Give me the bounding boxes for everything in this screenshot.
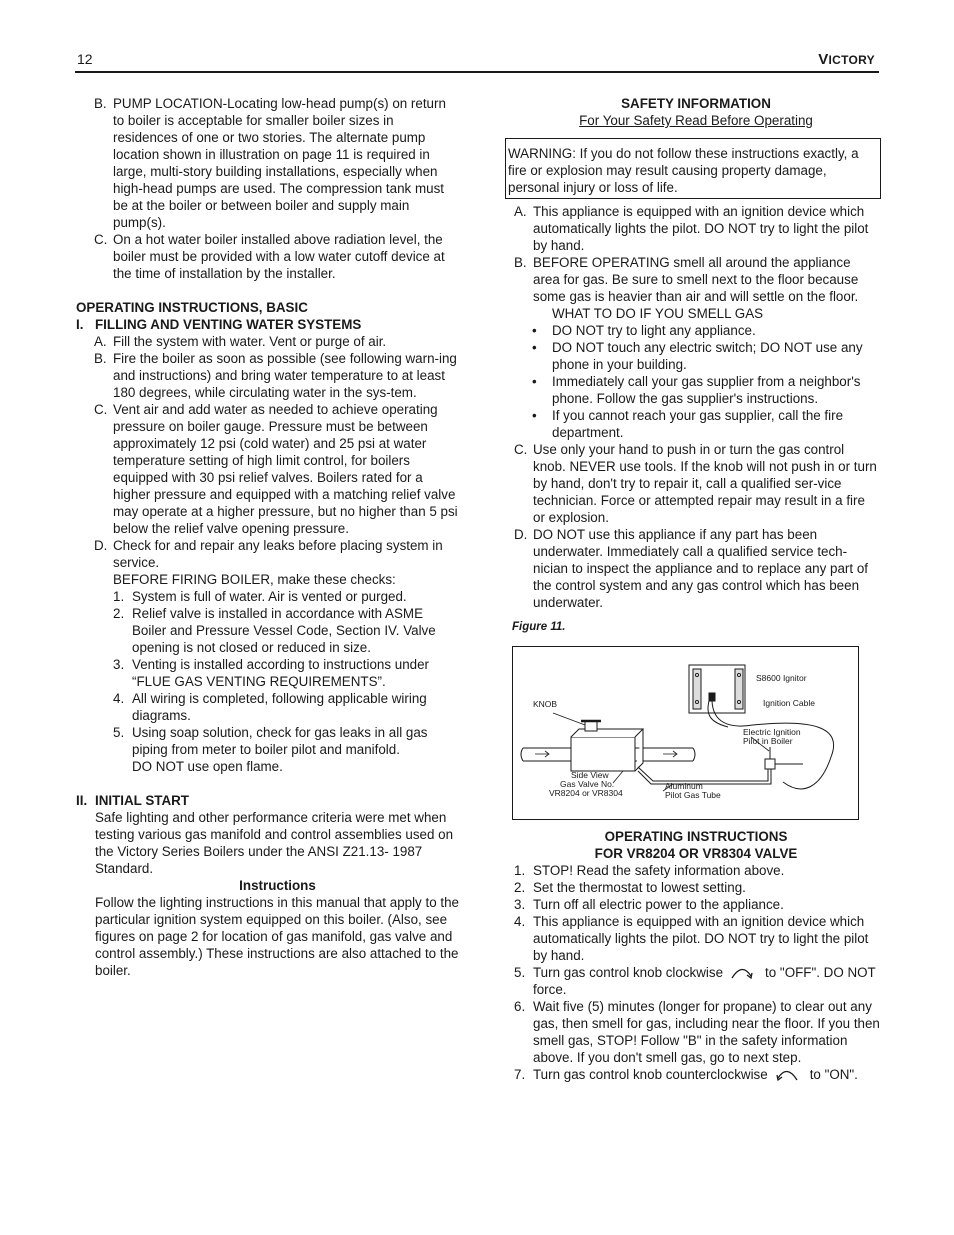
step-label: 7. — [514, 1067, 526, 1082]
item-text: This appliance is equipped with an ignition device which automatically lights the pilot. DO NOT try to light the pilot by hand. — [533, 204, 869, 253]
safety-subheading: For Your Safety Read Before Operating — [579, 113, 813, 128]
check-item — [76, 588, 460, 605]
safety-item-b — [512, 254, 880, 305]
page-number: 12 — [77, 51, 93, 67]
item-text: Using soap solution, check for gas leaks in all gas piping from meter to boiler pilot and manifold. — [132, 725, 428, 757]
section-2-heading — [76, 792, 460, 809]
counterclockwise-arrow-icon — [774, 1068, 800, 1082]
item-text: Vent air and add water as needed to achieve operating pressure on boiler gauge. Pressure must be between approximately 12 psi (cold water) and 25 psi at water temperature setting of high limit control, for boilers equipped with 30 psi relief valves. Boilers rated for a higher pressure and equipped with a matching relief valve may operate at a higher pressure, but no higher than 5 psi below the relief valve opening pressure. — [113, 402, 458, 536]
label-gas-valve-no: Gas Valve No. — [560, 779, 615, 789]
check-item — [76, 690, 460, 724]
item-text: System is full of water. Air is vented or purged. — [132, 589, 407, 604]
bullet-icon: • — [532, 340, 537, 355]
clockwise-arrow-icon — [729, 966, 755, 980]
bullet-item — [512, 373, 880, 407]
step-label: 3. — [514, 897, 526, 912]
instructions-heading: Instructions — [239, 878, 316, 893]
step-text: This appliance is equipped with an ignition device which automatically lights the pilot. DO NOT try to light the pilot by hand. — [533, 914, 869, 963]
item-label: A. — [514, 204, 527, 219]
item-text: Check for and repair any leaks before placing system in service. — [113, 538, 443, 570]
bullet-text: Immediately call your gas supplier from a neighbor's phone. Follow the gas supplier's instructions. — [552, 374, 861, 406]
list-item — [76, 401, 460, 537]
item-text: Use only your hand to push in or turn the gas control knob. NEVER use tools. If the knob will not push in or turn by hand, don't try to repair it, call a qualified ser-vice technician. Force or attempted repair may result in a fire or explosion. — [533, 442, 877, 525]
section-label: II. — [76, 793, 88, 808]
section-title: FILLING AND VENTING WATER SYSTEMS — [95, 317, 362, 332]
step-text: Wait five (5) minutes (longer for propane) to clear out any gas, then smell for gas, including near the floor. If you then smell gas, STOP! Follow "B" in the safety information above. If you don't smell gas, go to next step. — [533, 999, 880, 1065]
check-item — [76, 724, 460, 775]
step-text: Turn off all electric power to the appliance. — [533, 897, 784, 912]
knob-pointer — [553, 713, 585, 725]
left-column — [76, 95, 460, 979]
step-text: Set the thermostat to lowest setting. — [533, 880, 746, 895]
figure-caption: Figure 11. — [512, 621, 566, 633]
flow-arrow-out — [663, 751, 677, 757]
step-text-after: to "OFF". DO NOT force. — [533, 965, 876, 997]
item-label: B. — [94, 351, 107, 366]
label-ignition-cable: Ignition Cable — [763, 698, 815, 708]
bullet-icon: • — [532, 374, 537, 389]
step-label: 6. — [514, 999, 526, 1014]
bullet-text: DO NOT touch any electric switch; DO NOT use any phone in your building. — [552, 340, 863, 372]
figure-diagram — [513, 647, 858, 819]
operating-instructions-heading: OPERATING INSTRUCTIONS, BASIC — [76, 300, 308, 315]
pilot-burner — [765, 747, 803, 769]
item-label: C. — [94, 232, 108, 247]
check-item — [76, 605, 460, 656]
low-water-cutoff-item — [76, 231, 460, 282]
bullet-icon: • — [532, 408, 537, 423]
item-text: Fire the boiler as soon as possible (see following warn-ing and instructions) and bring water temperature to at least 180 degrees, while circulating water in the sys-tem. — [113, 351, 457, 400]
brand-rest: ICTORY — [828, 53, 875, 67]
smell-gas-heading: WHAT TO DO IF YOU SMELL GAS — [552, 306, 764, 321]
step-label: 5. — [514, 965, 526, 980]
bullet-text: DO NOT try to light any appliance. — [552, 323, 756, 338]
safety-item-c — [512, 441, 880, 526]
ignitor-module — [689, 665, 745, 713]
pump-location-item — [76, 95, 460, 231]
bullet-text: If you cannot reach your gas supplier, call the fire department. — [552, 408, 844, 440]
gas-valve — [571, 721, 643, 771]
list-item — [76, 537, 460, 571]
item-label: B. — [94, 96, 107, 111]
brand-initial: V — [818, 51, 829, 68]
item-label: 4. — [113, 691, 125, 706]
brand-name — [818, 51, 875, 69]
bullet-item — [512, 407, 880, 441]
item-text: On a hot water boiler installed above radiation level, the boiler must be provided with a low water cutoff device at the time of installation by the installer. — [113, 232, 445, 281]
step-text-before: Turn gas control knob counterclockwise — [533, 1067, 768, 1082]
item-label: 3. — [113, 657, 125, 672]
instructions-text: Follow the lighting instructions in this manual that apply to the particular ignition system equipped on this boiler. (Also, see figures on page 2 for location of gas manifold, gas valve and control assembly.) These instructions are also attached to the boiler. — [95, 895, 459, 978]
label-pilot-gas-tube: Pilot Gas Tube — [665, 790, 721, 800]
step-item — [512, 896, 880, 913]
safety-item-a — [512, 203, 880, 254]
label-pilot-1: Electric Ignition — [743, 727, 801, 737]
check-item — [76, 656, 460, 690]
step-text-after: to "ON". — [809, 1067, 858, 1082]
no-open-flame-text: DO NOT use open flame. — [132, 759, 283, 774]
bullet-item — [512, 322, 880, 339]
item-label: 2. — [113, 606, 125, 621]
label-aluminum: Aluminum — [665, 781, 703, 791]
item-text: DO NOT use this appliance if any part has been underwater. Immediately call a qualified service tech-nician to inspect the appliance and to replace any part of the control system and any gas control which has been underwater. — [533, 527, 868, 610]
warning-box — [505, 138, 881, 199]
item-label: A. — [94, 334, 107, 349]
flow-arrow-in — [535, 751, 549, 757]
step-item — [512, 964, 880, 998]
item-text: BEFORE OPERATING smell all around the appliance area for gas. Be sure to smell next to the floor because some gas is heavier than air and will settle on the floor. — [533, 255, 859, 304]
step-item — [512, 913, 880, 964]
item-label: D. — [514, 527, 528, 542]
step-label: 1. — [514, 863, 526, 878]
step-label: 4. — [514, 914, 526, 929]
bullet-item — [512, 339, 880, 373]
item-label: B. — [514, 255, 527, 270]
before-firing-text: BEFORE FIRING BOILER, make these checks: — [113, 572, 396, 587]
item-text: PUMP LOCATION-Locating low-head pump(s) on return to boiler is acceptable for smaller boiler sizes in residences of one or two stories. The alternate pump location shown in illustration on page 11 is required in large, multi-story building installations, especially when high-head pumps are used. The compression tank must be at the boiler or between boiler and supply main pump(s). — [113, 96, 446, 230]
step-item — [512, 1066, 880, 1083]
op-heading-line-2: FOR VR8204 OR VR8304 VALVE — [594, 846, 798, 861]
step-label: 2. — [514, 880, 526, 895]
item-text: Fill the system with water. Vent or purge of air. — [113, 334, 387, 349]
list-item — [76, 333, 460, 350]
safety-heading: SAFETY INFORMATION — [621, 96, 771, 111]
item-text: Venting is installed according to instructions under “FLUE GAS VENTING REQUIREMENTS”. — [132, 657, 429, 689]
section-title: INITIAL START — [95, 793, 189, 808]
step-text-before: Turn gas control knob clockwise — [533, 965, 724, 980]
label-pilot-2: Pilot in Boiler — [743, 736, 793, 746]
section-label: I. — [76, 317, 84, 332]
label-valve-models: VR8204 or VR8304 — [549, 788, 623, 798]
item-label: 1. — [113, 589, 125, 604]
right-column — [508, 95, 880, 1083]
op-heading-line-1: OPERATING INSTRUCTIONS — [604, 829, 788, 844]
item-text: Relief valve is installed in accordance with ASME Boiler and Pressure Vessel Code, Section IV. Valve opening is not closed or reduced in size. — [132, 606, 436, 655]
step-item — [512, 862, 880, 879]
pilot-gas-tube — [638, 767, 771, 784]
item-label: 5. — [113, 725, 125, 740]
step-item — [512, 998, 880, 1066]
label-ignitor: S8600 Ignitor — [756, 673, 807, 683]
item-label: C. — [514, 442, 528, 457]
header-rule — [75, 71, 879, 73]
safety-item-d — [512, 526, 880, 611]
initial-start-text: Safe lighting and other performance criteria were met when testing various gas manifold and control assemblies used on the Victory Series Boilers under the ANSI Z21.13- 1987 Standard. — [95, 810, 454, 876]
step-item — [512, 879, 880, 896]
label-side-view: Side View — [571, 770, 609, 780]
section-1-heading — [76, 316, 460, 333]
warning-text: WARNING: If you do not follow these instructions exactly, a fire or explosion may result causing property damage, personal injury or loss of life. — [508, 146, 859, 195]
list-item — [76, 350, 460, 401]
item-label: D. — [94, 538, 108, 553]
bullet-icon: • — [532, 323, 537, 338]
ignition-system-figure — [512, 646, 859, 820]
item-text: All wiring is completed, following applicable wiring diagrams. — [132, 691, 427, 723]
label-knob: KNOB — [533, 699, 558, 709]
item-label: C. — [94, 402, 108, 417]
step-text: STOP! Read the safety information above. — [533, 863, 785, 878]
